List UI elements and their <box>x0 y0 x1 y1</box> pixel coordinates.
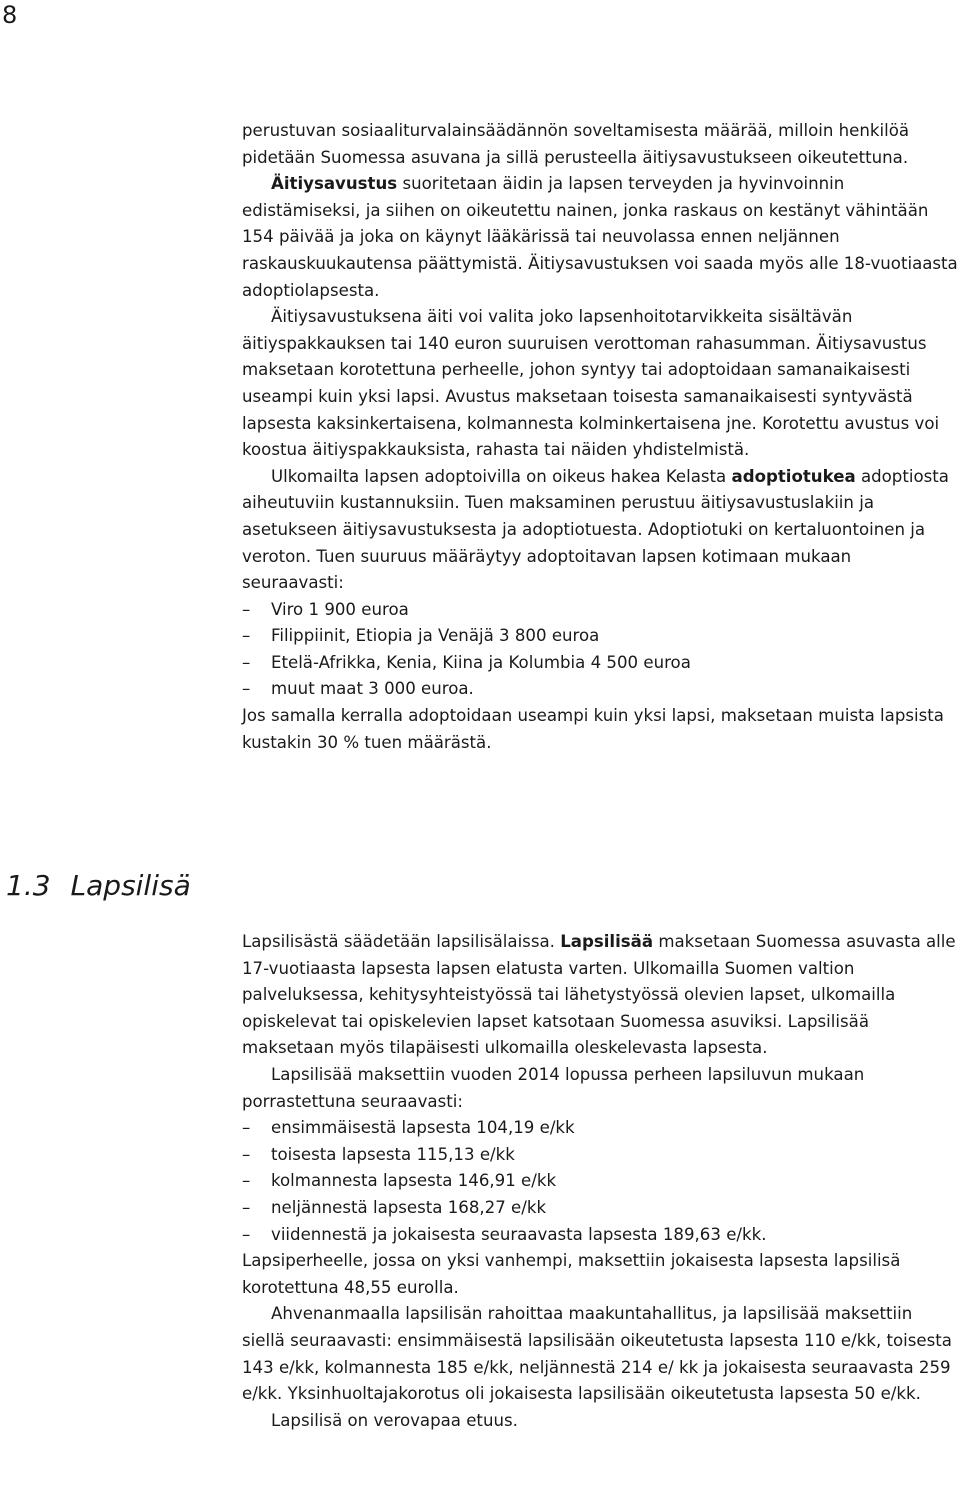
bold-term: Äitiysavustus <box>271 174 398 194</box>
adoption-amount-list <box>242 597 958 703</box>
paragraph-text: Lapsiperheelle, jossa on yksi vanhempi, maksettiin jokaisesta lapsesta lapsilisä korotettuna 48,55 eurolla. <box>242 1251 901 1297</box>
list-item <box>242 676 958 703</box>
paragraph-text: Lapsilisästä säädetään lapsilisälaissa. <box>242 932 561 951</box>
list-item <box>242 1195 958 1222</box>
list-item-text: Filippiinit, Etiopia ja Venäjä 3 800 euroa <box>271 626 600 646</box>
list-item-text: neljännestä lapsesta 168,27 e/kk <box>271 1197 547 1217</box>
paragraph-text: perustuvan sosiaaliturvalainsäädännön soveltamisesta määrää, milloin henkilöä pidetään Suomessa asuvana ja sillä perusteella äitiysavustukseen oikeutettuna. <box>242 121 910 167</box>
paragraph-text: Lapsilisää maksettiin vuoden 2014 lopussa perheen lapsiluvun mukaan porrastettuna seuraavasti: <box>242 1064 865 1111</box>
dash-bullet: – <box>242 626 251 646</box>
body-paragraph <box>242 703 958 756</box>
dash-bullet: – <box>242 599 251 619</box>
dash-bullet: – <box>242 652 251 672</box>
list-item-text: Etelä-Afrikka, Kenia, Kiina ja Kolumbia 4 500 euroa <box>271 652 691 672</box>
dash-bullet: – <box>242 1171 251 1191</box>
list-item-text: toisesta lapsesta 115,13 e/kk <box>271 1144 515 1164</box>
list-item <box>242 1168 958 1195</box>
body-paragraph <box>242 1408 958 1435</box>
maternity-grant-section <box>242 118 958 756</box>
body-paragraph <box>242 1062 958 1115</box>
page-number: 8 <box>2 1 18 29</box>
list-item <box>242 1142 958 1169</box>
list-item <box>242 650 958 677</box>
child-benefit-amount-list <box>242 1115 958 1248</box>
dash-bullet: – <box>242 1197 251 1217</box>
section-heading <box>6 866 191 906</box>
list-item <box>242 1222 958 1249</box>
list-item <box>242 597 958 624</box>
paragraph-text: Äitiysavustuksena äiti voi valita joko lapsenhoitotarvikkeita sisältävän äitiyspakkauksen tai 140 euron suuruisen verottoman rahasumman. Äitiysavustus maksetaan korotettuna perheelle, johon syntyy tai adoptoidaan samanaikaisesti useampi kuin yksi lapsi. Avustus maksetaan toisesta samanaikaisesti syntyvästä lapsesta kaksinkertaisena, kolmannesta kolminkertaisena jne. Korotettu avustus voi koostua äitiyspakkauksista, rahasta tai näiden yhdistelmistä. <box>242 307 940 460</box>
paragraph-text: maksetaan Suomessa asuvasta alle 17-vuotiaasta lapsesta lapsen elatusta varten. Ulkomailla Suomen valtion palveluksessa, kehitysyhteistyössä tai lähetystyössä olevien lapset, ulkomailla opiskelevat tai opiskelevien lapset katsotaan Suomessa asuviksi. Lapsilisää maksetaan myös tilapäisesti ulkomailla oleskelevasta lapsesta. <box>242 932 956 1058</box>
paragraph-text: adoptiosta aiheutuviin kustannuksiin. Tuen maksaminen perustuu äitiysavustuslakiin ja asetukseen äitiysavustuksesta ja adoptiotuesta. Adoptiotuki on kertaluontoinen ja veroton. Tuen suuruus määräytyy adoptoitavan lapsen kotimaan mukaan seuraavasti: <box>242 466 949 593</box>
dash-bullet: – <box>242 1144 251 1164</box>
paragraph-text: Lapsilisä on verovapaa etuus. <box>271 1410 518 1430</box>
body-paragraph <box>242 118 958 171</box>
paragraph-text: Jos samalla kerralla adoptoidaan useampi kuin yksi lapsi, maksetaan muista lapsista kustakin 30 % tuen määrästä. <box>242 706 944 752</box>
paragraph-text: suoritetaan äidin ja lapsen terveyden ja hyvinvoinnin edistämiseksi, ja siihen on oikeutettu nainen, jonka raskaus on kestänyt vähintään 154 päivää ja joka on käynyt lääkärissä tai neuvolassa ennen neljännen raskauskuukautensa päättymistä. Äitiysavustuksen voi saada myös alle 18-vuotiaasta adoptiolapsesta. <box>242 174 958 300</box>
list-item <box>242 623 958 650</box>
dash-bullet: – <box>242 1224 251 1244</box>
bold-term: Lapsilisää <box>560 932 654 951</box>
list-item-text: muut maat 3 000 euroa. <box>271 679 474 699</box>
dash-bullet: – <box>242 679 251 699</box>
list-item-text: kolmannesta lapsesta 146,91 e/kk <box>271 1171 557 1191</box>
body-paragraph <box>242 929 958 1062</box>
body-paragraph <box>242 304 958 464</box>
body-paragraph <box>242 171 958 304</box>
section-title: Lapsilisä <box>70 869 191 902</box>
child-benefit-section <box>242 929 958 1434</box>
paragraph-text: Ahvenanmaalla lapsilisän rahoittaa maakuntahallitus, ja lapsilisää maksettiin siellä seuraavasti: ensimmäisestä lapsilisään oikeutetusta lapsesta 110 e/kk, toisesta 143 e/kk, kolmannesta 185 e/kk, neljännestä 214 e/ kk ja jokaisesta seuraavasta 259 e/kk. Yksinhuoltajakorotus oli jokaisesta lapsilisään oikeutetusta lapsesta 50 e/kk. <box>242 1304 952 1404</box>
body-paragraph <box>242 1301 958 1407</box>
dash-bullet: – <box>242 1118 251 1138</box>
list-item <box>242 1115 958 1142</box>
list-item-text: ensimmäisestä lapsesta 104,19 e/kk <box>271 1118 575 1138</box>
body-paragraph <box>242 464 958 597</box>
bold-term: adoptiotukea <box>731 466 856 486</box>
paragraph-text: Ulkomailta lapsen adoptoivilla on oikeus hakea Kelasta <box>271 466 732 486</box>
list-item-text: viidennestä ja jokaisesta seuraavasta lapsesta 189,63 e/kk. <box>271 1224 767 1244</box>
section-number: 1.3 <box>6 869 51 902</box>
body-paragraph <box>242 1248 958 1301</box>
list-item-text: Viro 1 900 euroa <box>271 599 409 619</box>
